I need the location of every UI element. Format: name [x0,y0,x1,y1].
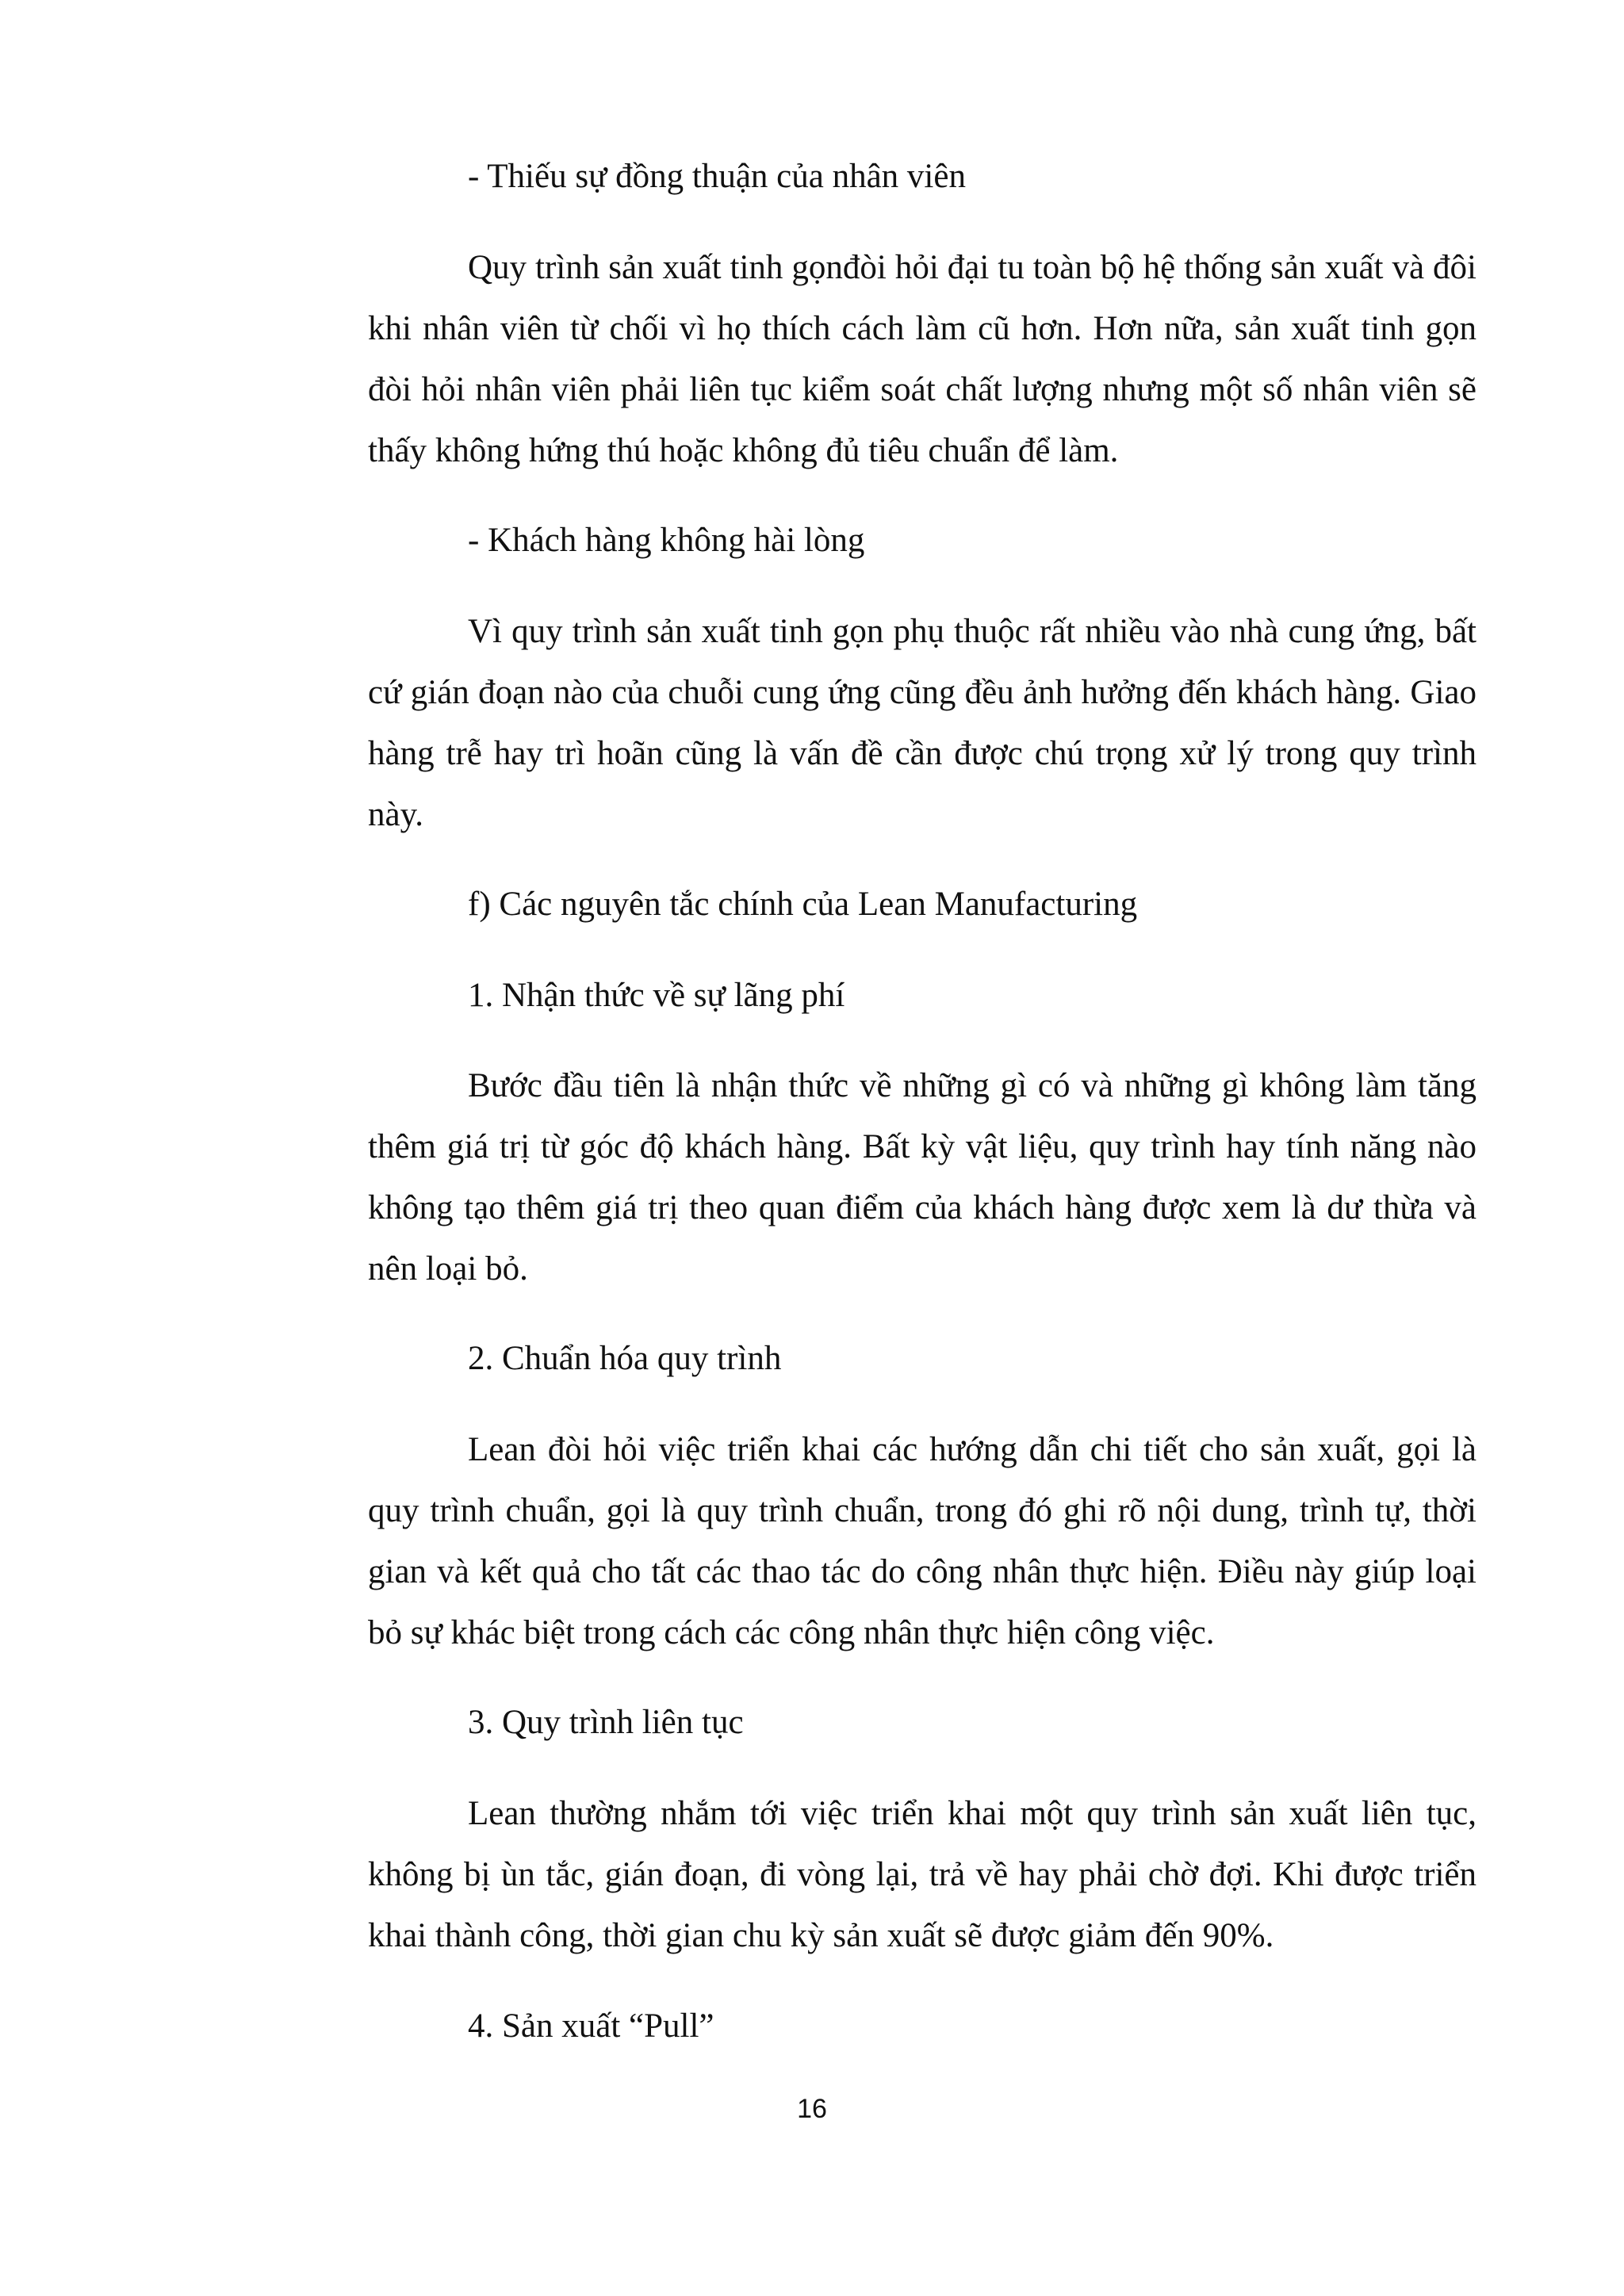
paragraph-continuous-flow: Lean thường nhắm tới việc triển khai một quy trình sản xuất liên tục, không bị ùn tắc, gián đoạn, đi vòng lại, trả về hay phải chờ đợi. Khi được triển khai thành công, thời gian chu kỳ sản xuất sẽ được giảm đến 90%. [368,1795,1477,1954]
heading-lean-principles: f) Các nguyên tắc chính của Lean Manufacturing [468,886,1138,923]
paragraph-customer-dissatisfied: Vì quy trình sản xuất tinh gọn phụ thuộc rất nhiều vào nhà cung ứng, bất cứ gián đoạn nào của chuỗi cung ứng cũng đều ảnh hưởng đến khách hàng. Giao hàng trễ hay trì hoãn cũng là vấn đề cần được chú trọng xử lý trong quy trình này. [368,613,1477,833]
paragraph-standardized-process: Lean đòi hỏi việc triển khai các hướng dẫn chi tiết cho sản xuất, gọi là quy trình chuẩn, gọi là quy trình chuẩn, trong đó ghi rõ nội dung, trình tự, thời gian và kết quả cho tất các thao tác do công nhân thực hiện. Điều này giúp loại bỏ sự khác biệt trong cách các công nhân thực hiện công việc. [368,1431,1477,1651]
heading-standardized-process: 2. Chuẩn hóa quy trình [468,1340,782,1377]
heading-lack-of-consensus: - Thiếu sự đồng thuận của nhân viên [468,158,966,195]
page-number: 16 [797,2094,827,2124]
paragraph-waste-awareness: Bước đầu tiên là nhận thức về những gì có và những gì không làm tăng thêm giá trị từ góc độ khách hàng. Bất kỳ vật liệu, quy trình hay tính năng nào không tạo thêm giá trị theo quan điểm của khách hàng được xem là dư thừa và nên loại bỏ. [368,1067,1477,1288]
heading-customer-dissatisfied: - Khách hàng không hài lòng [468,522,865,559]
paragraph-lack-of-consensus: Quy trình sản xuất tinh gọnđòi hỏi đại tu toàn bộ hệ thống sản xuất và đôi khi nhân viên từ chối vì họ thích cách làm cũ hơn. Hơn nữa, sản xuất tinh gọn đòi hỏi nhân viên phải liên tục kiểm soát chất lượng nhưng một số nhân viên sẽ thấy không hứng thú hoặc không đủ tiêu chuẩn để làm. [368,249,1477,469]
heading-continuous-flow: 3. Quy trình liên tục [468,1704,744,1741]
heading-pull-production: 4. Sản xuất “Pull” [468,2007,714,2045]
heading-waste-awareness: 1. Nhận thức về sự lãng phí [468,977,845,1014]
